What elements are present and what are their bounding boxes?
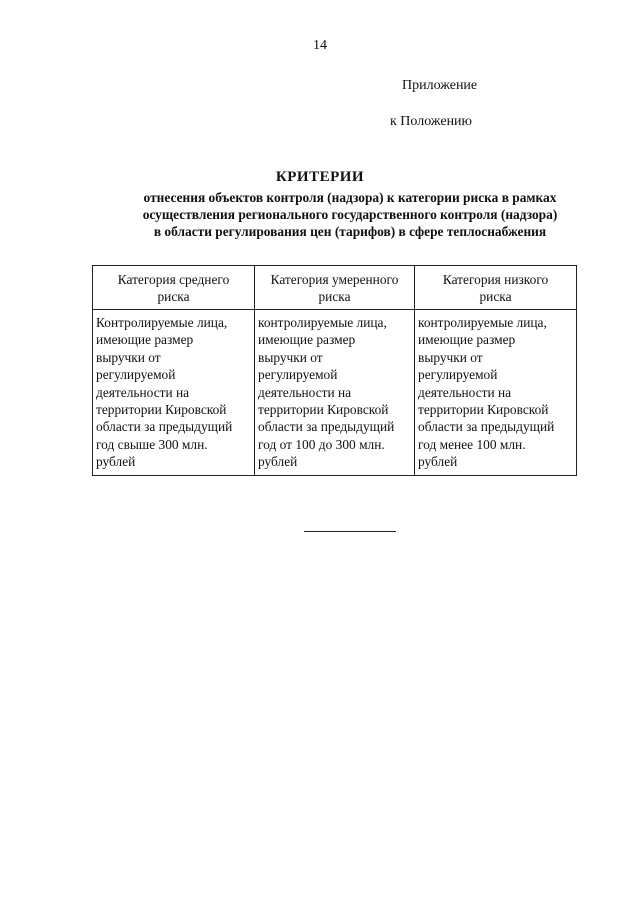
cell-line: выручки от xyxy=(96,349,161,365)
cell-line: деятельности на xyxy=(418,384,512,400)
header-line: риска xyxy=(157,289,190,305)
subtitle-line: отнесения объектов контроля (надзора) к категории риска в рамках xyxy=(143,190,557,205)
header-line: Категория среднего xyxy=(117,272,230,287)
header-moderate-risk xyxy=(255,266,415,310)
cell-line: год менее 100 млн. xyxy=(418,436,526,452)
appendix-reference: к Положению xyxy=(390,114,473,129)
cell-low-risk xyxy=(415,310,577,476)
cell-moderate-risk xyxy=(255,310,415,476)
cell-line: год от 100 до 300 млн. xyxy=(258,436,385,452)
header-low-risk xyxy=(415,266,577,310)
header-medium-risk xyxy=(93,266,255,310)
cell-line: деятельности на xyxy=(96,384,190,400)
cell-line: контролируемые лица, xyxy=(418,315,547,330)
cell-line: имеющие размер xyxy=(96,332,194,348)
subtitle-line: осуществления регионального государственного контроля (надзора) xyxy=(142,207,558,222)
end-separator-line xyxy=(304,531,396,532)
cell-line: территории Кировской xyxy=(418,402,549,418)
page-number: 14 xyxy=(313,38,327,53)
cell-line: области за предыдущий xyxy=(258,419,395,435)
header-line: Категория низкого xyxy=(442,272,549,287)
cell-line: имеющие размер xyxy=(258,332,356,348)
cell-line: регулируемой xyxy=(258,367,338,383)
cell-medium-risk xyxy=(93,310,255,476)
cell-line: рублей xyxy=(418,454,458,470)
cell-line: контролируемые лица, xyxy=(258,315,387,330)
cell-line: области за предыдущий xyxy=(96,419,233,435)
cell-line: выручки от xyxy=(258,349,323,365)
cell-line: территории Кировской xyxy=(96,402,227,418)
document-title: КРИТЕРИИ xyxy=(275,169,365,185)
risk-criteria-table xyxy=(92,265,577,476)
cell-line: области за предыдущий xyxy=(418,419,555,435)
subtitle-line: в области регулирования цен (тарифов) в сфере теплоснабжения xyxy=(153,224,547,239)
cell-line: имеющие размер xyxy=(418,332,516,348)
cell-line: регулируемой xyxy=(418,367,498,383)
cell-line: территории Кировской xyxy=(258,402,389,418)
document-subtitle xyxy=(100,189,600,240)
cell-line: регулируемой xyxy=(96,367,176,383)
cell-line: год свыше 300 млн. xyxy=(96,436,208,452)
table-header-row xyxy=(93,266,577,310)
appendix-label: Приложение xyxy=(402,78,478,93)
cell-line: рублей xyxy=(258,454,298,470)
cell-line: деятельности на xyxy=(258,384,352,400)
cell-line: выручки от xyxy=(418,349,483,365)
table-row xyxy=(93,310,577,476)
header-line: риска xyxy=(318,289,351,305)
header-line: риска xyxy=(479,289,512,305)
cell-line: Контролируемые лица, xyxy=(96,315,228,330)
cell-line: рублей xyxy=(96,454,136,470)
header-line: Категория умеренного xyxy=(270,272,399,287)
